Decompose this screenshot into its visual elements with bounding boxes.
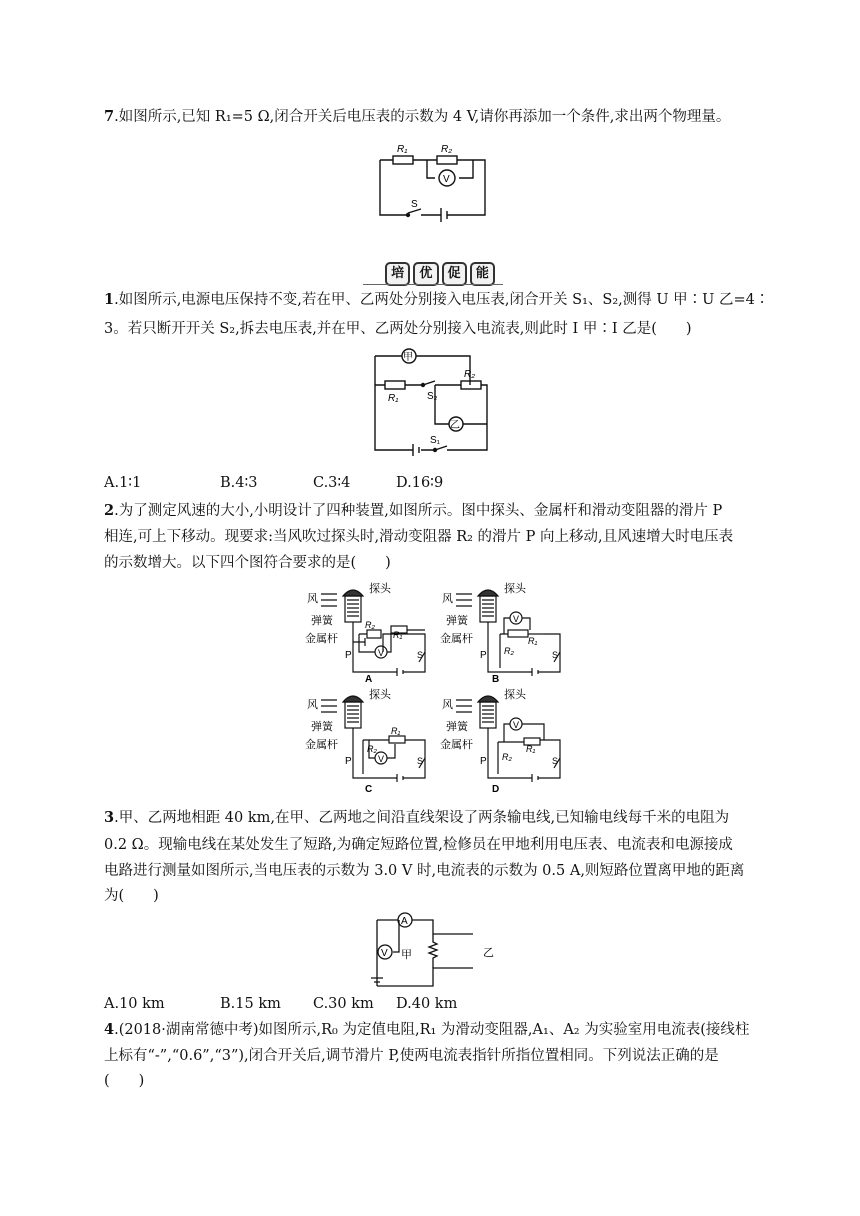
q2a-v-label: V — [378, 648, 385, 658]
q2c-r2-label: R₂ — [367, 744, 377, 754]
q1-option-c: C.3∶4 — [313, 475, 351, 491]
q2c-v-label: V — [378, 754, 385, 764]
q1-number: 1 — [104, 291, 115, 308]
q2d-wind-label: 风 — [442, 699, 453, 711]
q2b-spring-label: 弹簧 — [446, 615, 468, 627]
q2c-wind-label: 风 — [307, 699, 318, 711]
q3-ammeter-label: A — [401, 916, 408, 927]
q3-yi-label: 乙 — [483, 947, 494, 959]
q2-label-c: C — [365, 784, 373, 795]
q2-label-b: B — [492, 674, 500, 685]
q2-figure-d — [440, 688, 570, 795]
q2b-p-label: P — [480, 650, 487, 661]
q2d-s-label: S — [552, 756, 559, 766]
q2b-r1-label: R₁ — [528, 636, 538, 646]
q2d-probe-label: 探头 — [504, 689, 526, 701]
q2b-r2-label: R₂ — [504, 646, 514, 656]
q2c-r1-label: R₁ — [391, 726, 401, 736]
q2b-rod-label: 金属杆 — [440, 633, 473, 645]
q1-s1-label: S₁ — [430, 435, 441, 446]
q2d-v-label: V — [513, 720, 520, 730]
q3-line2: 0.2 Ω。现输电线在某处发生了短路,为确定短路位置,检修员在甲地利用电压表、电流表和电源接成 — [104, 837, 733, 853]
q3-line4: 为( ) — [104, 888, 159, 904]
q2-label-a: A — [365, 674, 373, 685]
q2-figure-c — [305, 688, 435, 795]
q4-line2: 上标有“-”,“0.6”,“3”),闭合开关后,调节滑片 P,使两电流表指针所指位置相同。下列说法正确的是 — [104, 1048, 719, 1064]
q3-voltmeter-label: V — [381, 948, 388, 959]
q7-circuit-diagram — [375, 140, 495, 220]
q2c-s-label: S — [417, 756, 424, 766]
q1-r1-label: R₁ — [388, 393, 399, 404]
q7-text: 7.如图所示,已知 R₁=5 Ω,闭合开关后电压表的示数为 4 V,请你再添加一个条件,求出两个物理量。 — [104, 108, 731, 125]
q2-number: 2 — [104, 502, 115, 519]
q3-option-a: A.10 km — [104, 996, 165, 1012]
banner-underline — [363, 284, 503, 285]
q2b-probe-label: 探头 — [504, 583, 526, 595]
q3-option-d: D.40 km — [396, 996, 458, 1012]
q4-line1: 4.(2018·湖南常德中考)如图所示,R₀ 为定值电阻,R₁ 为滑动变阻器,A₁、A₂ 为实验室用电流表(接线柱 — [104, 1021, 750, 1038]
banner-char: 培 — [385, 262, 410, 286]
q1-jia-label: 甲 — [403, 352, 413, 363]
q2d-r2-label: R₂ — [502, 752, 512, 762]
q2a-spring-label: 弹簧 — [311, 615, 333, 627]
q3-jia-label: 甲 — [401, 949, 412, 961]
q1-s2-label: S₂ — [427, 391, 438, 402]
q2a-r2-label: R₂ — [365, 620, 375, 630]
q1-option-b: B.4∶3 — [220, 475, 258, 491]
q2c-rod-label: 金属杆 — [305, 739, 338, 751]
q3-option-c: C.30 km — [313, 996, 374, 1012]
q4-line3: ( ) — [104, 1073, 145, 1089]
q2a-probe-label: 探头 — [369, 583, 391, 595]
q2b-s-label: S — [552, 650, 559, 660]
q2a-s-label: S — [417, 650, 424, 660]
q2c-probe-label: 探头 — [369, 689, 391, 701]
q2a-wind-label: 风 — [307, 593, 318, 605]
q3-line3: 电路进行测量如图所示,当电压表的示数为 3.0 V 时,电流表的示数为 0.5 A,则短路位置离甲地的距离 — [104, 863, 745, 879]
q2b-v-label: V — [513, 614, 520, 624]
q7-number: 7 — [104, 108, 115, 125]
q1-option-d: D.16∶9 — [396, 475, 444, 491]
q2d-r1-label: R₁ — [526, 744, 536, 754]
q3-circuit-diagram — [363, 912, 503, 987]
q2a-rod-label: 金属杆 — [305, 633, 338, 645]
q2-figure-b — [440, 582, 570, 685]
q2d-rod-label: 金属杆 — [440, 739, 473, 751]
banner-char: 促 — [442, 262, 467, 286]
q3-line1: 3.甲、乙两地相距 40 km,在甲、乙两地之间沿直线架设了两条输电线,已知输电线每千米的电阻为 — [104, 809, 730, 826]
q2-line2: 相连,可上下移动。现要求:当风吹过探头时,滑动变阻器 R₂ 的滑片 P 向上移动,且风速增大时电压表 — [104, 529, 734, 545]
q7-r2-label: R₂ — [441, 144, 453, 155]
q2d-p-label: P — [480, 756, 487, 767]
q2-label-d: D — [492, 784, 500, 795]
q1-circuit-diagram — [373, 346, 503, 451]
banner-char: 优 — [413, 262, 438, 286]
q2a-p-label: P — [345, 650, 352, 661]
q3-number: 3 — [104, 809, 115, 826]
q2c-spring-label: 弹簧 — [311, 721, 333, 733]
q7-r1-label: R₁ — [397, 144, 408, 155]
q2d-spring-label: 弹簧 — [446, 721, 468, 733]
q4-number: 4 — [104, 1021, 115, 1038]
q2b-wind-label: 风 — [442, 593, 453, 605]
q2-line1: 2.为了测定风速的大小,小明设计了四种装置,如图所示。图中探头、金属杆和滑动变阻器的滑片 P — [104, 502, 723, 519]
q1-yi-label: 乙 — [450, 420, 460, 431]
q1-option-a: A.1∶1 — [104, 475, 142, 491]
section-banner — [385, 262, 495, 286]
q2a-r1-label: R₁ — [393, 630, 403, 640]
q2-figure-a — [305, 582, 435, 685]
q1-r2-label: R₂ — [464, 369, 476, 380]
q2-line3: 的示数增大。以下四个图符合要求的是( ) — [104, 555, 391, 571]
q3-option-b: B.15 km — [220, 996, 281, 1012]
q1-line2: 3。若只断开开关 S₂,拆去电压表,并在甲、乙两处分别接入电流表,则此时 I 甲∶I 乙是( ) — [104, 321, 692, 337]
banner-char: 能 — [470, 262, 495, 286]
q2c-p-label: P — [345, 756, 352, 767]
q1-line1: 1.如图所示,电源电压保持不变,若在甲、乙两处分别接入电压表,闭合开关 S₁、S₂,测得 U 甲∶U 乙=4∶ — [104, 291, 770, 308]
q7-voltmeter-label: V — [443, 174, 450, 185]
q7-switch-label: S — [411, 199, 418, 210]
